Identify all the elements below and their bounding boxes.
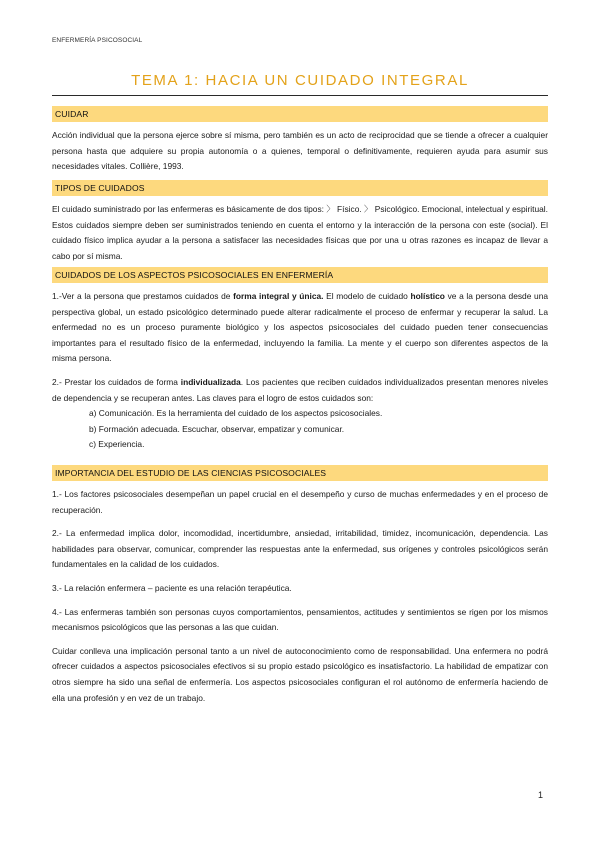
text-run: ve a la persona desde una perspectiva global, un estado psicológico determinado puede alterar radicalmente el proceso de enfermar y recuperar la salud. La enfermedad no es un proceso puramente biológico y los aspectos psicosociales del cuidado pueden tener consecuencias importantes para el resultado físico de la enfermedad, incluyendo la familia. La mente y el cuerpo son diferentes aspectos de la misma persona. <box>52 291 549 364</box>
paragraph: Cuidar conlleva una implicación personal tanto a un nivel de autoconocimiento como de responsabilidad. Una enfermera no podrá ofrecer cuidados a aspectos psicosociales efectivos si su propio estado psicológico es insatisfactorio. La habilidad de empatizar con otros siempre ha sido una señal de enfermería. Los aspectos psicosociales configuran el rol autónomo de enfermería haciendo de ella una profesión y en vez de un trabajo. <box>52 645 548 703</box>
paragraph: El cuidado suministrado por las enfermeras es básicamente de dos tipos: 〉 Físico. 〉 Psicológico. Emocional, intelectual y espiritual. Estos cuidados siempre deben ser suministrados teniendo en cuenta el entorno y la interacción de la persona con este (social). El cuidado físico implica ayudar a la persona a satisfacer las necesidades físicas que por una u otras razones es incapaz de llevar a cabo por sí misma. <box>52 204 548 261</box>
bold-text: forma integral y única. <box>233 291 324 301</box>
text-run: El modelo de cuidado <box>323 291 411 301</box>
text-run: 1.-Ver a la persona que prestamos cuidados de <box>52 291 234 301</box>
paragraph: 2.- La enfermedad implica dolor, incomodidad, incertidumbre, ansiedad, irritabilidad, timidez, incomunicación, dependencia. Las habilidades para observar, comunicar, comprender las respuestas ante la enfermedad, sus orígenes y controles psicológicos serán fundamentales en la calidad de los cuidados. <box>52 528 548 570</box>
section-heading: CUIDADOS DE LOS ASPECTOS PSICOSOCIALES EN ENFERMERÍA <box>52 267 548 283</box>
section-heading: TIPOS DE CUIDADOS <box>52 180 548 196</box>
list-item: b) Formación adecuada. Escuchar, observar, empatizar y comunicar. <box>89 423 345 434</box>
section-tipos <box>52 180 548 264</box>
page-title: TEMA 1: HACIA UN CUIDADO INTEGRAL <box>131 72 469 89</box>
paragraph: 1.- Los factores psicosociales desempeñan un papel crucial en el desempeño y curso de muchas enfermedades y en el proceso de recuperación. <box>52 489 548 515</box>
page-number: 1 <box>538 790 544 800</box>
claves-list <box>52 406 548 453</box>
list-item: a) Comunicación. Es la herramienta del cuidado de los aspectos psicosociales. <box>89 408 383 419</box>
paragraph <box>52 375 548 406</box>
title-underline <box>52 95 548 96</box>
paragraph: 4.- Las enfermeras también son personas cuyos comportamientos, pensamientos, actitudes y sentimientos se rigen por los mismos mecanismos psicológicos que las personas a las que cuidan. <box>52 606 548 633</box>
section-cuidar <box>52 106 548 175</box>
bold-text: individualizada <box>180 376 241 387</box>
section-heading: IMPORTANCIA DEL ESTUDIO DE LAS CIENCIAS PSICOSOCIALES <box>52 465 548 481</box>
text-run: . Los pacientes que reciben cuidados individualizados presentan menores niveles de dependencia y se recuperan antes. Las claves para el logro de estos cuidados son: <box>52 376 549 403</box>
paragraph: Acción individual que la persona ejerce sobre sí misma, pero también es un acto de reciprocidad que se tiende a ofrecer a cualquier persona hasta que adquiere su propia autonomía o a quienes, temporal o definitivamente, requieren ayuda para asumir sus necesidades vitales. Collière, 1993. <box>52 130 548 172</box>
title-block <box>52 72 548 89</box>
section-importancia <box>52 465 548 706</box>
running-header: ENFERMERÍA PSICOSOCIAL <box>52 37 143 44</box>
bold-text: holístico <box>410 291 445 301</box>
list-item: c) Experiencia. <box>89 439 145 450</box>
section-heading: CUIDAR <box>52 106 548 122</box>
section-aspectos <box>52 267 548 453</box>
text-run: 2.- Prestar los cuidados de forma <box>52 376 181 387</box>
paragraph: 3.- La relación enfermera – paciente es una relación terapéutica. <box>52 582 292 593</box>
paragraph <box>52 289 548 367</box>
